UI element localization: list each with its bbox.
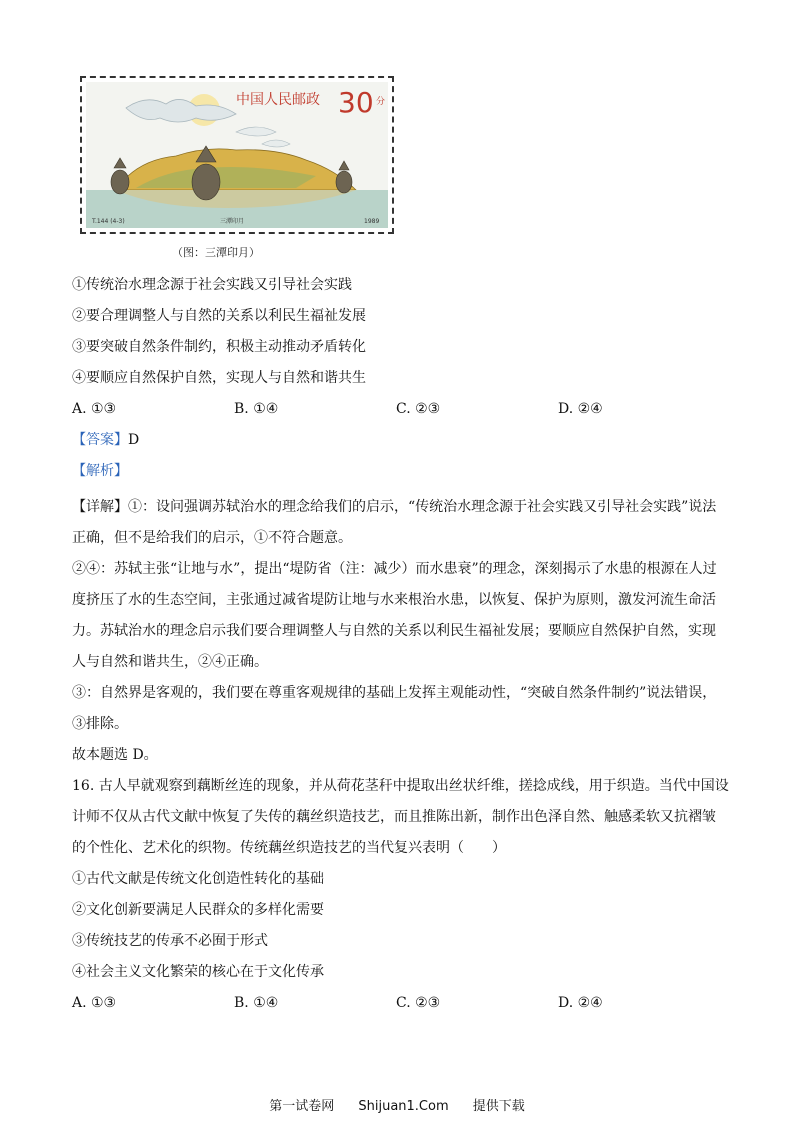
detail-line-1: 【详解】①：设问强调苏轼治水的理念给我们的启示，“传统治水理念源于社会实践又引导社会实践”说法 bbox=[72, 499, 717, 515]
q16-stem-line-2: 计师不仅从古代文献中恢复了失传的藕丝织造技艺，而且推陈出新，制作出色泽自然、触感柔软又抗褶皱 bbox=[72, 809, 716, 825]
footer-site-cn[interactable]: 第一试卷网 bbox=[269, 1099, 335, 1114]
detail-line-3: ②④：苏轼主张“让地与水”，提出“堤防省（注：减少）而水患衰”的理念，深刻揭示了水患的根源在人过 bbox=[72, 561, 717, 577]
stamp-country-text: 中国人民邮政 bbox=[236, 91, 320, 107]
q15-option-1: ①传统治水理念源于社会实践又引导社会实践 bbox=[72, 277, 352, 293]
detail-label: 【详解】 bbox=[72, 499, 128, 515]
q15-choice-d: D. ②④ bbox=[558, 401, 603, 417]
detail-line-4: 度挤压了水的生态空间，主张通过减省堤防让地与水来根治水患，以恢复、保护为原则，激发河流生命活 bbox=[72, 592, 716, 608]
q16-option-2: ②文化创新要满足人民群众的多样化需要 bbox=[72, 902, 324, 918]
stamp-denomination: 30 bbox=[338, 86, 374, 119]
q15-choice-c: C. ②③ bbox=[396, 401, 441, 417]
detail-line-5: 力。苏轼治水的理念启示我们要合理调整人与自然的关系以利民生福祉发展；要顺应自然保护自然，实现 bbox=[72, 623, 716, 639]
stamp-unit: 分 bbox=[376, 97, 386, 107]
stamp-serial: T.144 (4-3) bbox=[92, 218, 125, 225]
footer-action: 提供下载 bbox=[472, 1099, 525, 1114]
q16-option-4: ④社会主义文化繁荣的核心在于文化传承 bbox=[72, 964, 324, 980]
q16-stem-line-3: 的个性化、艺术化的织物。传统藕丝织造技艺的当代复兴表明（ ） bbox=[72, 840, 506, 856]
stamp-year: 1989 bbox=[364, 218, 380, 225]
q16-choice-c: C. ②③ bbox=[396, 995, 441, 1011]
q15-answer bbox=[72, 430, 139, 450]
q15-option-2: ②要合理调整人与自然的关系以利民生福祉发展 bbox=[72, 308, 366, 324]
q16-choice-a: A. ①③ bbox=[72, 995, 117, 1011]
stamp-name: 三潭印月 bbox=[220, 218, 245, 225]
footer-site-en[interactable]: Shijuan1.Com bbox=[358, 1099, 449, 1114]
q15-choice-b: B. ①④ bbox=[234, 401, 279, 417]
detail-line-9: 故本题选 D。 bbox=[72, 747, 158, 763]
analysis-label: 【解析】 bbox=[72, 463, 128, 479]
q16-choice-b: B. ①④ bbox=[234, 995, 279, 1011]
q16-choice-d: D. ②④ bbox=[558, 995, 603, 1011]
q16-option-3: ③传统技艺的传承不必囿于形式 bbox=[72, 933, 268, 949]
page-footer bbox=[0, 1095, 794, 1114]
q16-option-1: ①古代文献是传统文化创造性转化的基础 bbox=[72, 871, 324, 887]
detail-line-8: ③排除。 bbox=[72, 716, 128, 732]
detail-line-7: ③：自然界是客观的，我们要在尊重客观规律的基础上发挥主观能动性，“突破自然条件制约”说法错误， bbox=[72, 685, 717, 701]
three-pools-mirroring-moon-illustration bbox=[86, 82, 388, 228]
q15-option-4: ④要顺应自然保护自然，实现人与自然和谐共生 bbox=[72, 370, 366, 386]
q15-option-3: ③要突破自然条件制约，积极主动推动矛盾转化 bbox=[72, 339, 366, 355]
q16-stem-line-1: 16. 古人早就观察到藕断丝连的现象，并从荷花茎秆中提取出丝状纤维，搓捻成线，用于织造。当代中国设 bbox=[72, 778, 729, 794]
q15-choice-a: A. ①③ bbox=[72, 401, 117, 417]
detail-line-6: 人与自然和谐共生，②④正确。 bbox=[72, 654, 268, 670]
document-page: 中国人民邮政 30 分 T.144 (4-3) 三潭印月 1989 （图：三潭印月） ①传统治水理念源于社会实践又引导社会实践 ②要合理调整人与自然的关系以利民生福祉发展 ③要突破自然条件制约，积极主动推动矛盾转化 ④要顺应自然保护自然，实现人与自然和谐共生 A. ①③ B. ①④ C. ②③ D. ②④ 【答案】D 【解析】 【详解】①：设问强调苏轼治水的理念给我们的启示，“传统治水理念源于社会实践又引导社会实践”说法 正确，但不是给我们的启示，①不符合题意。 ②④：苏轼主张“让地与水”，提出“堤防省（注：减少）而水患衰”的理念，深刻揭示了水患的根源在人过 度挤压了水的生态空间，主张通过减省堤防让地与水来根治水患，以恢复、保护为原则，激发河流生命活 力。苏轼治水的理念启示我们要合理调整人与自然的关系以利民生福祉发展；要顺应自然保护自然，实现 人与自然和谐共生，②④正确。 ③：自然界是客观的，我们要在尊重客观规律的基础上发挥主观能动性，“突破自然条件制约”说法错误， ③排除。 故本题选 D。 16. 古人早就观察到藕断丝连的现象，并从荷花茎秆中提取出丝状纤维，搓捻成线，用于织造。当代中国设 计师不仅从古代文献中恢复了失传的藕丝织造技艺，而且推陈出新，制作出色泽自然、触感柔软又抗褶皱 的个性化、艺术化的织物。传统藕丝织造技艺的当代复兴表明（ ） ①古代文献是传统文化创造性转化的基础 ②文化创新要满足人民群众的多样化需要 ③传统技艺的传承不必囿于形式 ④社会主义文化繁荣的核心在于文化传承 A. ①③ B. ①④ C. ②③ D. ②④ 第一试卷网 Shijuan1.Com 提供下载 bbox=[0, 0, 794, 1123]
answer-label: 【答案】 bbox=[72, 432, 128, 448]
answer-value: D bbox=[128, 432, 140, 448]
detail-line-2: 正确，但不是给我们的启示，①不符合题意。 bbox=[72, 530, 352, 546]
stamp-image bbox=[80, 76, 394, 234]
